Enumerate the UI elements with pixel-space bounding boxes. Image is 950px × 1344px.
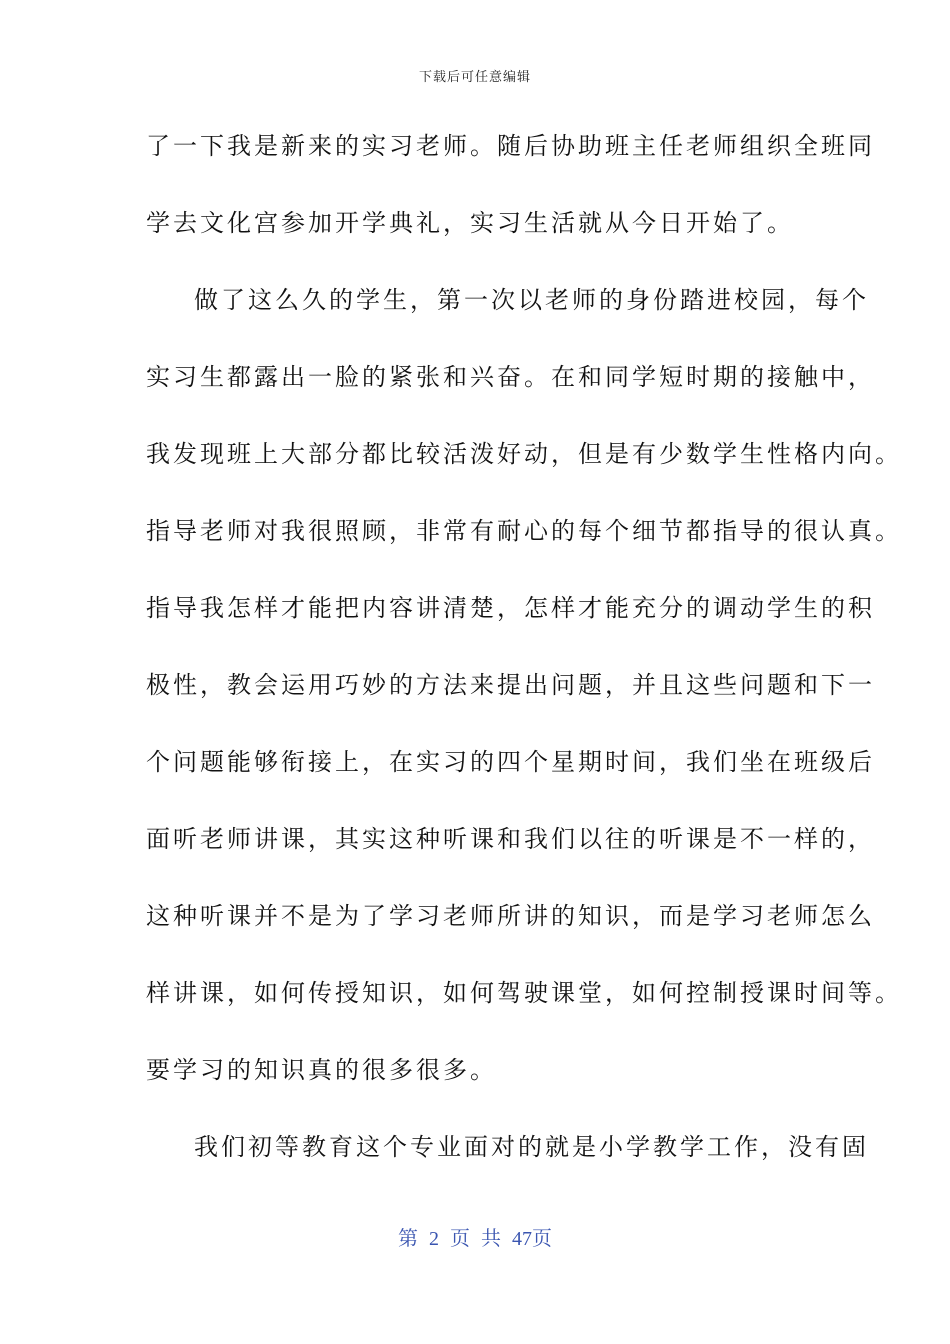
page-footer: 第 2 页 共 47页 <box>398 1228 552 1250</box>
paragraph-first-line: 我们初等教育这个专业面对的就是小学教学工作，没有固 <box>194 1133 869 1161</box>
text-line: 面听老师讲课，其实这种听课和我们以往的听课是不一样的， <box>146 825 875 853</box>
document-body <box>146 122 902 1200</box>
paragraph-first-line: 做了这么久的学生，第一次以老师的身份踏进校园，每个 <box>194 286 869 314</box>
text-line: 了一下我是新来的实习老师。随后协助班主任老师组织全班同 <box>146 132 875 160</box>
text-line: 我发现班上大部分都比较活泼好动，但是有少数学生性格内向。 <box>146 440 902 468</box>
text-line: 指导我怎样才能把内容讲清楚，怎样才能充分的调动学生的积 <box>146 594 875 622</box>
text-line: 这种听课并不是为了学习老师所讲的知识，而是学习老师怎么 <box>146 902 875 930</box>
text-line: 个问题能够衔接上，在实习的四个星期时间，我们坐在班级后 <box>146 748 875 776</box>
page-header: 下载后可任意编辑 <box>418 70 531 85</box>
text-line: 实习生都露出一脸的紧张和兴奋。在和同学短时期的接触中， <box>146 363 875 391</box>
text-line: 极性，教会运用巧妙的方法来提出问题，并且这些问题和下一 <box>146 671 875 699</box>
text-line: 指导老师对我很照顾，非常有耐心的每个细节都指导的很认真。 <box>146 517 902 545</box>
text-line: 样讲课，如何传授知识，如何驾驶课堂，如何控制授课时间等。 <box>146 979 902 1007</box>
text-line: 学去文化宫参加开学典礼，实习生活就从今日开始了。 <box>146 209 794 237</box>
text-line: 要学习的知识真的很多很多。 <box>146 1056 497 1084</box>
